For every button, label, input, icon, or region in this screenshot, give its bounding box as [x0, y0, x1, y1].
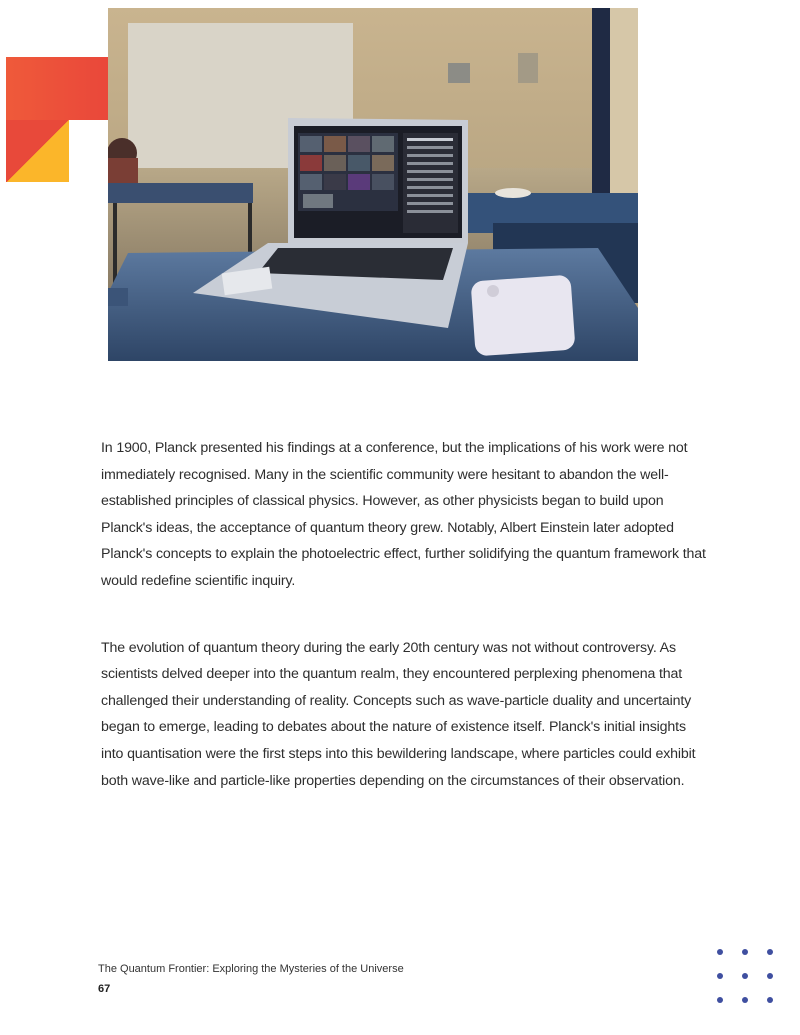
- body-text: [101, 435, 706, 834]
- decorative-triangle-block: [6, 120, 69, 182]
- dot: [742, 973, 748, 979]
- footer-book-title: The Quantum Frontier: Exploring the Mysteries of the Universe: [98, 963, 404, 975]
- dot: [767, 973, 773, 979]
- paragraph-2: The evolution of quantum theory during the early 20th century was not without controversy. As scientists delved deeper into the quantum realm, they encountered perplexing phenomena that challenged their understanding of reality. Concepts such as wave-particle duality and uncertainty began to emerge, leading to debates about the nature of existence itself. Planck's initial insights into quantisation were the first steps into this bewildering landscape, where particles could exhibit both wave-like and particle-like properties depending on the circumstances of their observation.: [101, 639, 696, 789]
- paragraph-1: In 1900, Planck presented his findings at a conference, but the implications of his work were not immediately recognised. Many in the scientific community were hesitant to abandon the well-established principles of classical physics. However, as other physicists began to build upon Planck's ideas, the acceptance of quantum theory grew. Notably, Albert Einstein later adopted Planck's concepts to explain the photoelectric effect, further solidifying the quantum framework that would redefine scientific inquiry.: [101, 440, 706, 589]
- dot: [717, 997, 723, 1003]
- dot: [717, 973, 723, 979]
- dot: [742, 997, 748, 1003]
- dot: [767, 949, 773, 955]
- page-number: 67: [98, 983, 111, 995]
- dot: [767, 997, 773, 1003]
- laptop-photo: [108, 8, 638, 361]
- dot: [742, 949, 748, 955]
- decorative-dot-grid: [713, 946, 783, 1008]
- dot: [717, 949, 723, 955]
